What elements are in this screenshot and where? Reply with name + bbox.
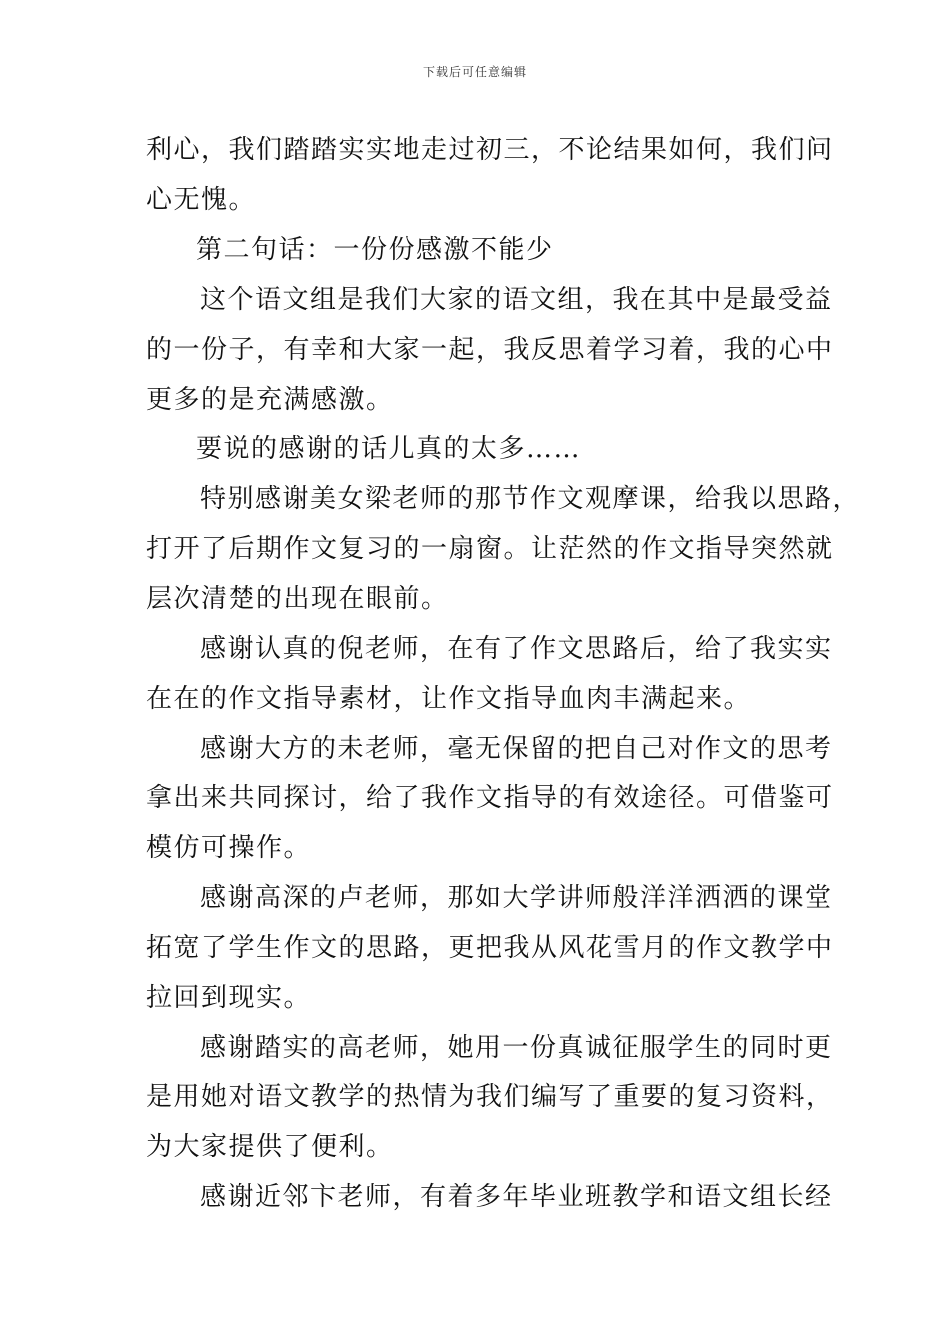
body-line: 层次清楚的出现在眼前。 (146, 584, 449, 614)
body-line: 拓宽了学生作文的思路，更把我从风花雪月的作文教学中 (146, 933, 834, 963)
body-line: 心无愧。 (146, 185, 257, 215)
body-line: 更多的是充满感激。 (146, 385, 394, 415)
body-line: 这个语文组是我们大家的语文组，我在其中是最受益 (200, 285, 833, 315)
body-line: 第二句话：一份份感激不能少 (196, 235, 554, 265)
body-line: 拿出来共同探讨，给了我作文指导的有效途径。可借鉴可 (146, 783, 834, 813)
body-line: 为大家提供了便利。 (146, 1132, 394, 1162)
body-line: 模仿可操作。 (146, 833, 312, 863)
page-header: 下载后可任意编辑 (422, 65, 527, 79)
body-line: 感谢高深的卢老师，那如大学讲师般洋洋洒洒的课堂 (200, 883, 833, 913)
body-line: 是用她对语文教学的热情为我们编写了重要的复习资料， (146, 1082, 834, 1112)
body-line: 特别感谢美女梁老师的那节作文观摩课，给我以思路， (200, 484, 861, 514)
body-line: 感谢大方的未老师，毫无保留的把自己对作文的思考 (200, 734, 833, 764)
body-line: 要说的感谢的话儿真的太多…… (196, 434, 582, 464)
body-line: 打开了后期作文复习的一扇窗。让茫然的作文指导突然就 (146, 534, 834, 564)
body-line: 的一份子，有幸和大家一起，我反思着学习着，我的心中 (146, 335, 834, 365)
body-line: 感谢踏实的高老师，她用一份真诚征服学生的同时更 (200, 1033, 833, 1063)
body-line: 在在的作文指导素材，让作文指导血肉丰满起来。 (146, 684, 752, 714)
body-line: 拉回到现实。 (146, 983, 312, 1013)
body-line: 感谢认真的倪老师，在有了作文思路后，给了我实实 (200, 634, 833, 664)
body-line: 感谢近邻卞老师，有着多年毕业班教学和语文组长经 (200, 1182, 833, 1212)
body-line: 利心，我们踏踏实实地走过初三，不论结果如何，我们问 (146, 135, 834, 165)
